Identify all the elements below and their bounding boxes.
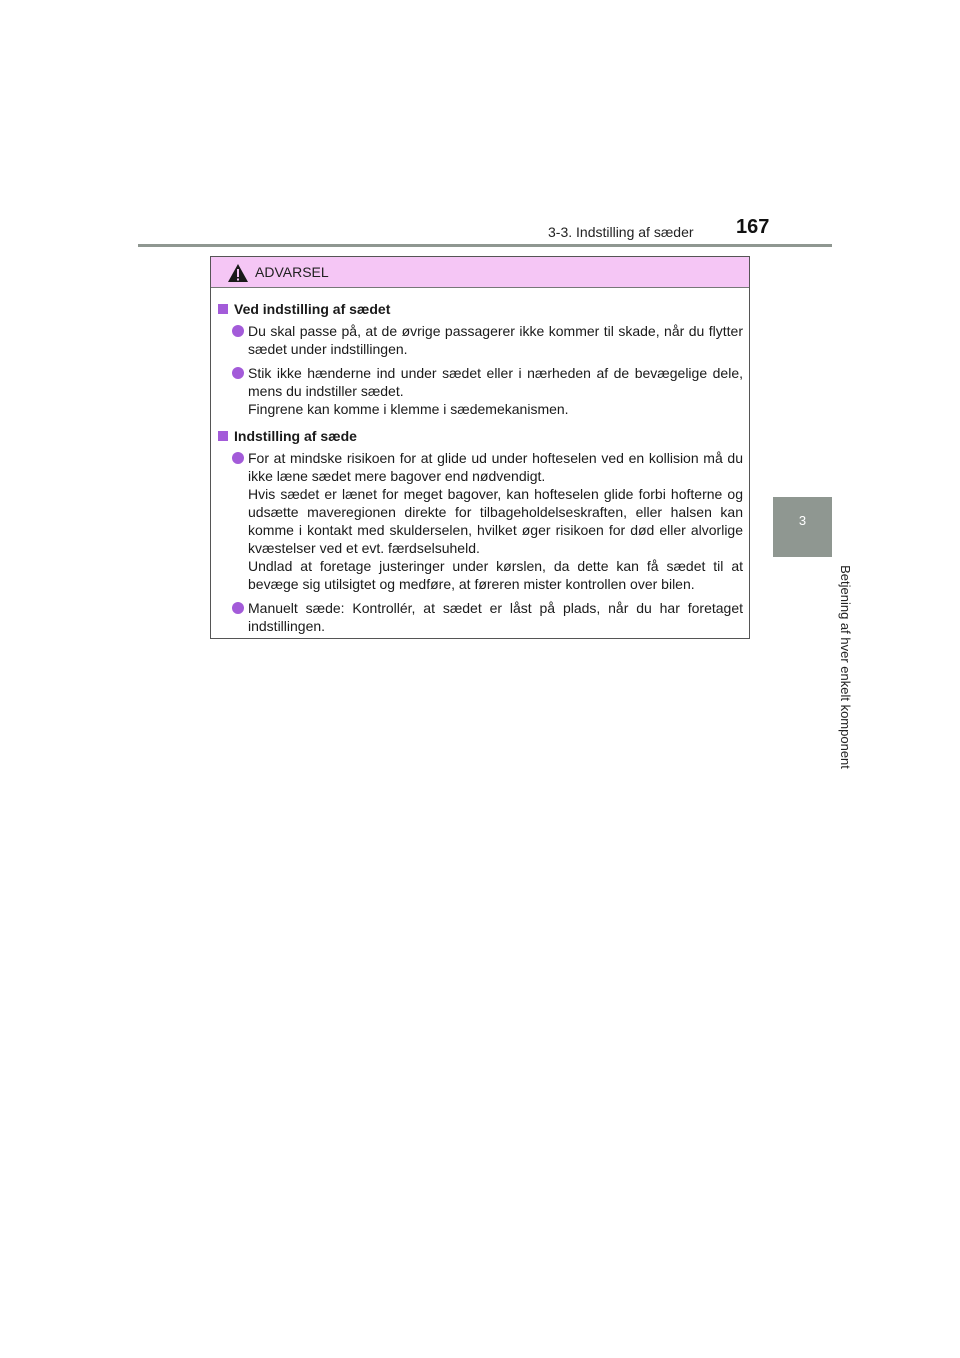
circle-bullet-icon bbox=[232, 452, 244, 464]
list-item bbox=[217, 364, 743, 418]
page-number: 167 bbox=[736, 216, 770, 238]
warning-header bbox=[211, 257, 749, 288]
section-heading-text: Ved indstilling af sædet bbox=[234, 301, 391, 317]
paragraph: Fingrene kan komme i klemme i sædemekanismen. bbox=[248, 401, 569, 417]
circle-bullet-icon bbox=[232, 367, 244, 379]
warning-section-heading bbox=[217, 427, 743, 446]
circle-bullet-icon bbox=[232, 602, 244, 614]
warning-triangle-icon bbox=[227, 263, 249, 283]
warning-body bbox=[211, 288, 749, 635]
list-item bbox=[217, 449, 743, 593]
paragraph: For at mindske risikoen for at glide ud under hofteselen ved en kollision må du ikke læne sædet mere bagover end nødvendigt. bbox=[248, 450, 743, 484]
circle-bullet-icon bbox=[232, 325, 244, 337]
warning-box bbox=[210, 256, 750, 639]
square-bullet-icon bbox=[218, 431, 228, 441]
header-divider bbox=[138, 244, 832, 247]
chapter-label: Betjening af hver enkelt komponent bbox=[838, 565, 853, 769]
section-title: 3-3. Indstilling af sæder bbox=[548, 224, 694, 240]
paragraph: Undlad at foretage justeringer under kørslen, da dette kan få sædet til at bevæge sig utilsigtet og medføre, at føreren mister kontrollen over bilen. bbox=[248, 558, 743, 592]
chapter-tab bbox=[773, 497, 832, 557]
section-heading-text: Indstilling af sæde bbox=[234, 428, 357, 444]
paragraph: Stik ikke hænderne ind under sædet eller i nærheden af de bevægelige dele, mens du indstiller sædet. bbox=[248, 365, 743, 399]
warning-section-heading bbox=[217, 300, 743, 319]
chapter-number: 3 bbox=[798, 513, 807, 528]
list-item bbox=[217, 322, 743, 358]
warning-title: ADVARSEL bbox=[255, 264, 329, 280]
paragraph: Manuelt sæde: Kontrollér, at sædet er låst på plads, når du har foretaget indstillingen. bbox=[248, 600, 743, 634]
list-item bbox=[217, 599, 743, 635]
square-bullet-icon bbox=[218, 304, 228, 314]
paragraph: Du skal passe på, at de øvrige passagerer ikke kommer til skade, når du flytter sædet under indstillingen. bbox=[248, 323, 743, 357]
paragraph: Hvis sædet er lænet for meget bagover, kan hofteselen glide forbi hofterne og udsætte maveregionen direkte for tilbageholdelseskraften, eller halsen kan komme i kontakt med skulderselen, hvilket øger risikoen for død eller alvorlige kvæstelser ved et evt. færdselsuheld. bbox=[248, 486, 743, 556]
